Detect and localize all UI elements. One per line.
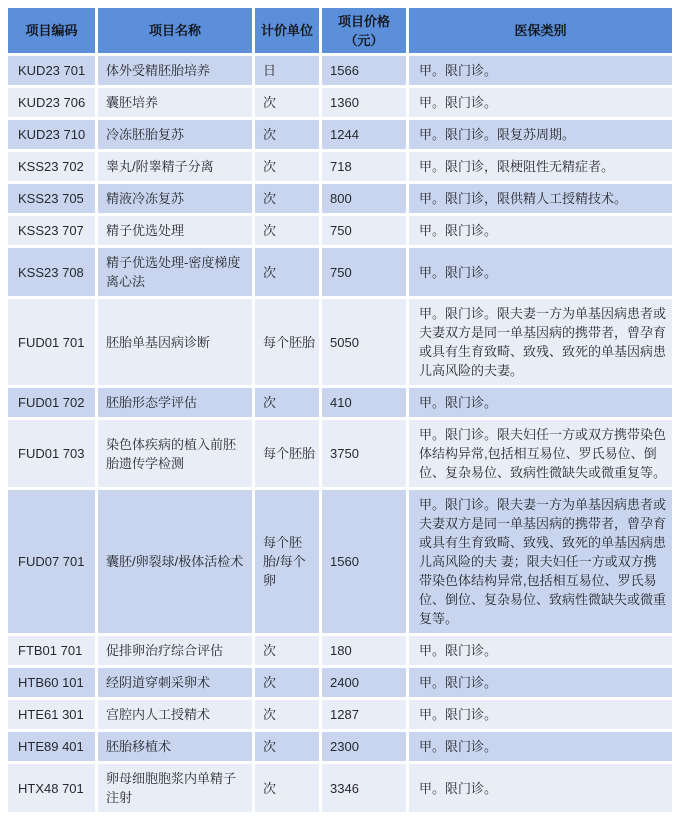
cell-code: FUD07 701 bbox=[7, 489, 97, 635]
cell-code: HTX48 701 bbox=[7, 763, 97, 814]
table-row bbox=[7, 667, 674, 699]
cell-code: KSS23 702 bbox=[7, 151, 97, 183]
header-price-line1: 项目价格 bbox=[337, 13, 390, 29]
cell-category: 甲。限门诊。 bbox=[408, 667, 674, 699]
cell-name: 精子优选处理-密度梯度离心法 bbox=[97, 247, 254, 298]
cell-price: 750 bbox=[321, 215, 408, 247]
cell-code: KUD23 710 bbox=[7, 119, 97, 151]
medical-service-price-table bbox=[5, 5, 675, 815]
cell-unit: 次 bbox=[254, 119, 321, 151]
cell-name: 促排卵治疗综合评估 bbox=[97, 635, 254, 667]
cell-price: 750 bbox=[321, 247, 408, 298]
table-row bbox=[7, 635, 674, 667]
cell-name: 卵母细胞胞浆内单精子注射 bbox=[97, 763, 254, 814]
cell-category: 甲。限门诊，限梗阻性无精症者。 bbox=[408, 151, 674, 183]
cell-price: 410 bbox=[321, 387, 408, 419]
cell-category: 甲。限门诊。限复苏周期。 bbox=[408, 119, 674, 151]
cell-price: 1244 bbox=[321, 119, 408, 151]
table-row bbox=[7, 489, 674, 635]
cell-code: FUD01 702 bbox=[7, 387, 97, 419]
table-row bbox=[7, 151, 674, 183]
header-cell-unit: 计价单位 bbox=[254, 7, 321, 55]
table-row bbox=[7, 699, 674, 731]
cell-name: 囊胚培养 bbox=[97, 87, 254, 119]
table-row bbox=[7, 387, 674, 419]
cell-unit: 次 bbox=[254, 763, 321, 814]
cell-price: 1360 bbox=[321, 87, 408, 119]
table-body bbox=[7, 55, 674, 814]
cell-unit: 日 bbox=[254, 55, 321, 87]
table-row bbox=[7, 419, 674, 489]
cell-category: 甲。限门诊，限供精人工授精技术。 bbox=[408, 183, 674, 215]
table-header bbox=[7, 7, 674, 55]
table-row bbox=[7, 87, 674, 119]
cell-code: KUD23 701 bbox=[7, 55, 97, 87]
cell-category: 甲。限门诊。 bbox=[408, 763, 674, 814]
cell-unit: 次 bbox=[254, 87, 321, 119]
cell-category: 甲。限门诊。 bbox=[408, 699, 674, 731]
cell-price: 2400 bbox=[321, 667, 408, 699]
cell-unit: 次 bbox=[254, 667, 321, 699]
cell-category: 甲。限门诊。 bbox=[408, 215, 674, 247]
header-price-line2: （元） bbox=[344, 32, 384, 48]
header-cell-category: 医保类别 bbox=[408, 7, 674, 55]
cell-name: 囊胚/卵裂球/极体活检术 bbox=[97, 489, 254, 635]
cell-code: FUD01 701 bbox=[7, 298, 97, 387]
table-row bbox=[7, 55, 674, 87]
cell-name: 胚胎移植术 bbox=[97, 731, 254, 763]
table-row bbox=[7, 763, 674, 814]
cell-price: 718 bbox=[321, 151, 408, 183]
cell-price: 1287 bbox=[321, 699, 408, 731]
table-row bbox=[7, 215, 674, 247]
cell-category: 甲。限门诊。 bbox=[408, 55, 674, 87]
table-row bbox=[7, 119, 674, 151]
cell-price: 3346 bbox=[321, 763, 408, 814]
cell-name: 宫腔内人工授精术 bbox=[97, 699, 254, 731]
cell-unit: 次 bbox=[254, 151, 321, 183]
cell-category: 甲。限门诊。 bbox=[408, 247, 674, 298]
cell-unit: 每个胚胎 bbox=[254, 419, 321, 489]
cell-code: FUD01 703 bbox=[7, 419, 97, 489]
cell-price: 1560 bbox=[321, 489, 408, 635]
cell-name: 体外受精胚胎培养 bbox=[97, 55, 254, 87]
table-row bbox=[7, 183, 674, 215]
cell-category: 甲。限门诊。 bbox=[408, 87, 674, 119]
header-row bbox=[7, 7, 674, 55]
cell-code: KSS23 705 bbox=[7, 183, 97, 215]
cell-price: 5050 bbox=[321, 298, 408, 387]
header-cell-name: 项目名称 bbox=[97, 7, 254, 55]
cell-unit: 次 bbox=[254, 387, 321, 419]
cell-category: 甲。限门诊。 bbox=[408, 387, 674, 419]
cell-unit: 次 bbox=[254, 247, 321, 298]
cell-price: 1566 bbox=[321, 55, 408, 87]
cell-unit: 次 bbox=[254, 731, 321, 763]
cell-name: 睾丸/附睾精子分离 bbox=[97, 151, 254, 183]
cell-code: HTB60 101 bbox=[7, 667, 97, 699]
cell-unit: 次 bbox=[254, 635, 321, 667]
table-row bbox=[7, 247, 674, 298]
cell-code: KSS23 708 bbox=[7, 247, 97, 298]
header-cell-code: 项目编码 bbox=[7, 7, 97, 55]
cell-unit: 次 bbox=[254, 699, 321, 731]
cell-category: 甲。限门诊。限夫妻一方为单基因病患者或夫妻双方是同一单基因病的携带者，曾孕育或具有生育致畸、致残、致死的单基因病患儿高风险的夫 妻；限夫妇任一方或双方携带染色体结构异常,包括相互易位、罗氏易位、倒位、复杂易位、致病性微缺失或微重复等。 bbox=[408, 489, 674, 635]
cell-unit: 次 bbox=[254, 215, 321, 247]
cell-unit: 每个胚胎/每个卵 bbox=[254, 489, 321, 635]
table-row bbox=[7, 731, 674, 763]
cell-name: 经阴道穿刺采卵术 bbox=[97, 667, 254, 699]
cell-unit: 次 bbox=[254, 183, 321, 215]
cell-category: 甲。限门诊。 bbox=[408, 731, 674, 763]
cell-price: 3750 bbox=[321, 419, 408, 489]
cell-price: 800 bbox=[321, 183, 408, 215]
cell-name: 胚胎形态学评估 bbox=[97, 387, 254, 419]
cell-name: 染色体疾病的植入前胚胎遗传学检测 bbox=[97, 419, 254, 489]
header-cell-price bbox=[321, 7, 408, 55]
table-row bbox=[7, 298, 674, 387]
cell-code: KSS23 707 bbox=[7, 215, 97, 247]
cell-code: KUD23 706 bbox=[7, 87, 97, 119]
cell-code: HTE89 401 bbox=[7, 731, 97, 763]
cell-category: 甲。限门诊。限夫妻一方为单基因病患者或夫妻双方是同一单基因病的携带者，曾孕育或具有生育致畸、致残、致死的单基因病患儿高风险的夫妻。 bbox=[408, 298, 674, 387]
cell-code: HTE61 301 bbox=[7, 699, 97, 731]
cell-name: 精子优选处理 bbox=[97, 215, 254, 247]
cell-name: 精液冷冻复苏 bbox=[97, 183, 254, 215]
cell-unit: 每个胚胎 bbox=[254, 298, 321, 387]
cell-category: 甲。限门诊。限夫妇任一方或双方携带染色体结构异常,包括相互易位、罗氏易位、倒位、复杂易位、致病性微缺失或微重复等。 bbox=[408, 419, 674, 489]
cell-name: 冷冻胚胎复苏 bbox=[97, 119, 254, 151]
cell-price: 2300 bbox=[321, 731, 408, 763]
cell-code: FTB01 701 bbox=[7, 635, 97, 667]
cell-price: 180 bbox=[321, 635, 408, 667]
cell-name: 胚胎单基因病诊断 bbox=[97, 298, 254, 387]
cell-category: 甲。限门诊。 bbox=[408, 635, 674, 667]
